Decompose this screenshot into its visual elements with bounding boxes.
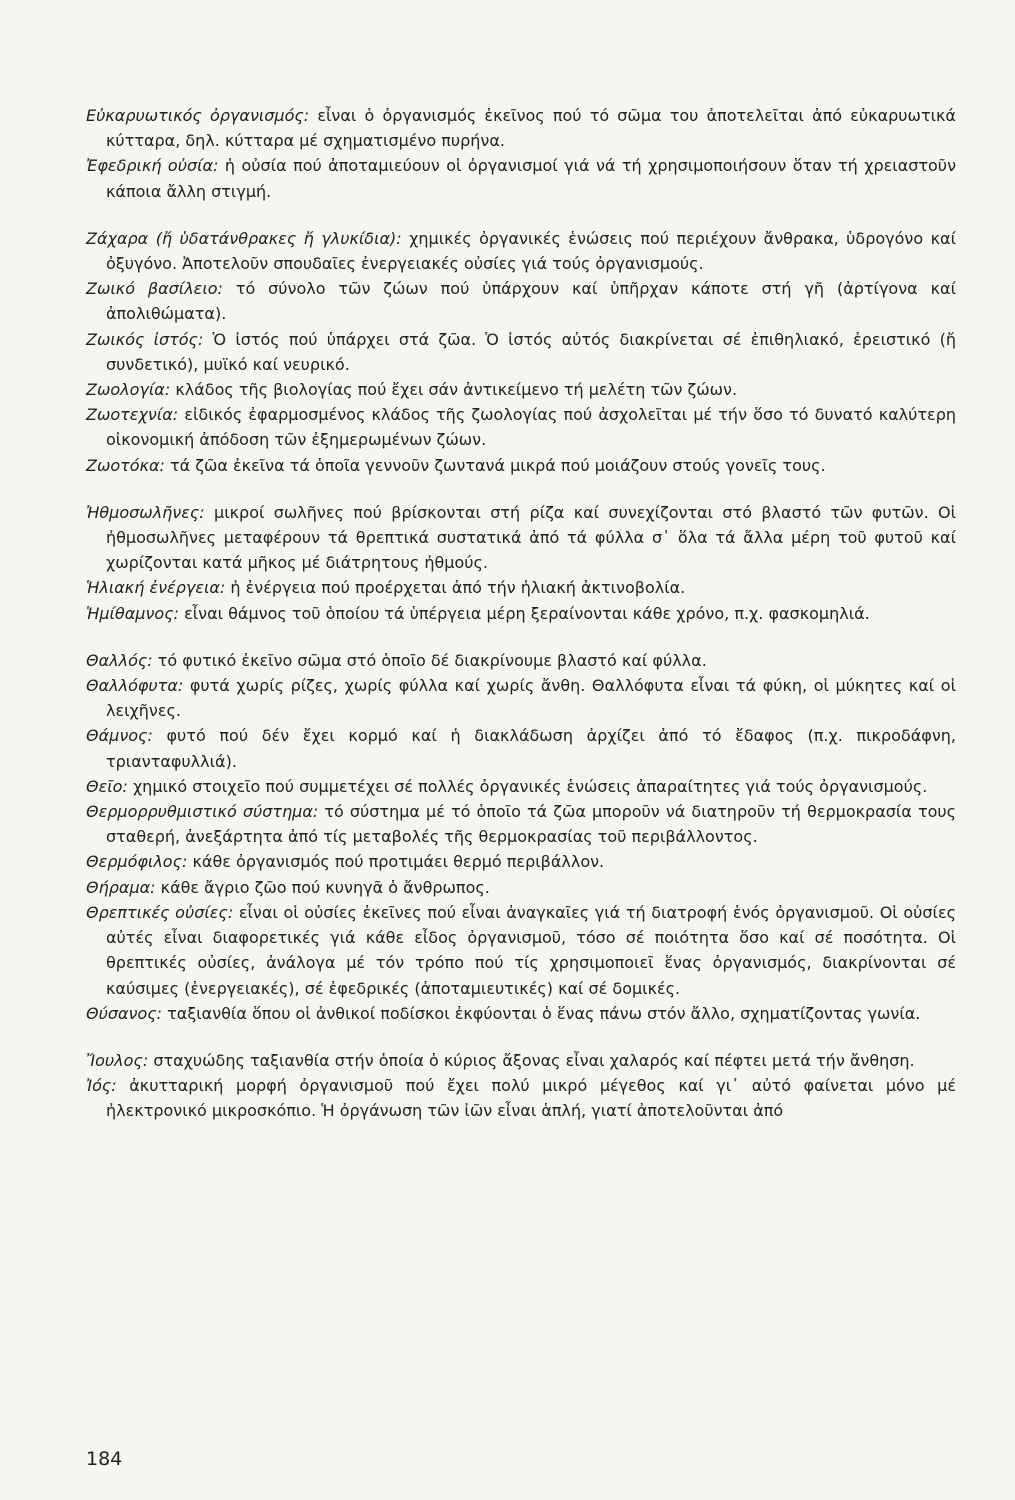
entry-term: Ἡλιακή ἐνέργεια: <box>86 578 226 598</box>
entry-term: Ἡμίθαμνος: <box>86 603 179 623</box>
entry-term: Ζάχαρα (ἤ ὑδατάνθρακες ἤ γλυκίδια): <box>86 228 402 248</box>
entry-term: Ἠθμοσωλῆνες: <box>86 502 205 522</box>
entry-term: Θαλλός: <box>86 650 153 670</box>
glossary-entry <box>86 1001 956 1026</box>
entry-term: Ζωικό βασίλειο: <box>86 279 223 299</box>
glossary-entry <box>86 799 956 849</box>
glossary-entry <box>86 575 956 600</box>
entry-term: Ἴουλος: <box>86 1050 149 1070</box>
section-gap <box>86 1026 956 1048</box>
entry-definition: τό σύνολο τῶν ζώων πού ὑπάρχουν καί ὑπῆρχαν κάποτε στή γῆ (ἀρτίγονα καί ἀπολιθώματα). <box>106 279 956 324</box>
entry-definition: Ὁ ἰστός πού ὑπάρχει στά ζῶα. Ὁ ἰστός αὐτός διακρίνεται σέ ἐπιθηλιακό, ἐρειστικό (ἤ συνδετικό), μυϊκό καί νευρικό. <box>106 329 956 374</box>
glossary-entry <box>86 1073 956 1123</box>
entry-term: Θήραμα: <box>86 877 156 897</box>
glossary-entry <box>86 377 956 402</box>
entry-definition: χημικό στοιχεῖο πού συμμετέχει σέ πολλές ὀργανικές ἑνώσεις ἀπαραίτητες γιά τούς ὀργανισμούς. <box>132 776 928 796</box>
section-gap <box>86 626 956 648</box>
entry-definition: τά ζῶα ἐκεῖνα τά ὁποῖα γεννοῦν ζωντανά μικρά πού μοιάζουν στούς γονεῖς τους. <box>170 455 826 475</box>
glossary-entry <box>86 601 956 626</box>
glossary-page <box>86 103 956 1124</box>
entry-definition: ταξιανθία ὅπου οἱ ἀνθικοί ποδίσκοι ἐκφύονται ὁ ἕνας πάνω στόν ἄλλο, σχηματίζοντας γωνία. <box>167 1003 921 1023</box>
glossary-entry <box>86 103 956 153</box>
entry-term: Ἰός: <box>86 1076 117 1096</box>
entry-definition: εἰδικός ἐφαρμοσμένος κλάδος τῆς ζωολογίας πού ἀσχολεῖται μέ τήν ὅσο τό δυνατό καλύτερη οἰκονομική ἀπόδοση τῶν ἐξημερωμένων ζώων. <box>106 405 956 450</box>
glossary-entry <box>86 226 956 276</box>
entry-definition: κλάδος τῆς βιολογίας πού ἔχει σάν ἀντικείμενο τή μελέτη τῶν ζώων. <box>175 380 738 400</box>
entry-term: Θρεπτικές οὐσίες: <box>86 902 234 922</box>
glossary-entry <box>86 500 956 576</box>
entry-definition: φυτά χωρίς ρίζες, χωρίς φύλλα καί χωρίς ἄνθη. Θαλλόφυτα εἶναι τά φύκη, οἱ μύκητες καί οἱ λειχῆνες. <box>106 676 956 721</box>
entry-term: Θερμορρυθμιστικό σύστημα: <box>86 802 319 822</box>
entry-term: Θεῖο: <box>86 776 128 796</box>
glossary-entry <box>86 723 956 773</box>
glossary-entry <box>86 900 956 1001</box>
entry-term: Εὐκαρυωτικός ὀργανισμός: <box>86 106 310 125</box>
entry-definition: τό φυτικό ἐκεῖνο σῶμα στό ὁποῖο δέ διακρίνουμε βλαστό καί φύλλα. <box>157 650 707 670</box>
glossary-entry <box>86 327 956 377</box>
entry-term: Ζωολογία: <box>86 380 171 400</box>
page-number: 184 <box>86 1448 123 1470</box>
section-gap <box>86 204 956 226</box>
entry-definition: μικροί σωλῆνες πού βρίσκονται στή ρίζα καί συνεχίζονται στό βλαστό τῶν φυτῶν. Οἱ ἠθμοσωλῆνες μεταφέρουν τά θρεπτικά συστατικά ἀπό τά φύλλα σ᾿ ὅλα τά ἄλλα μέρη τοῦ φυτοῦ καί χωρίζονται κατά μῆκος μέ διάτρητους ἠθμούς. <box>106 502 957 573</box>
glossary-entry <box>86 153 956 203</box>
entry-definition: φυτό πού δέν ἔχει κορμό καί ἡ διακλάδωση ἀρχίζει ἀπό τό ἔδαφος (π.χ. πικροδάφνη, τριανταφυλλιά). <box>106 726 956 771</box>
entry-term: Θύσανος: <box>86 1003 163 1023</box>
entry-term: Ζωικός ἰστός: <box>86 329 204 349</box>
entry-term: Ἐφεδρική οὐσία: <box>86 156 219 176</box>
entry-definition: εἶναι οἱ οὐσίες ἐκεῖνες πού εἶναι ἀναγκαῖες γιά τή διατροφή ἑνός ὀργανισμοῦ. Οἱ οὐσίες αὐτές εἶναι διαφορετικές γιά κάθε εἶδος ὀργανισμοῦ, τόσο σέ ποιότητα ὅσο καί σέ ποσότητα. Οἱ θρεπτικές οὐσίες, ἀνάλογα μέ τόν τρόπο πού τίς χρησιμοποιεῖ ἕνας ὀργανισμός, διακρίνονται σέ καύσιμες (ἐνεργειακές), σέ ἐφεδρικές (ἀποταμιευτικές) καί σέ δομικές. <box>106 902 956 998</box>
entry-definition: κάθε ἄγριο ζῶο πού κυνηγᾶ ὁ ἄνθρωπος. <box>160 877 490 897</box>
glossary-entry <box>86 774 956 799</box>
section-gap <box>86 478 956 500</box>
entry-term: Θερμόφιλος: <box>86 852 188 872</box>
entry-definition: εἶναι θάμνος τοῦ ὁποίου τά ὑπέργεια μέρη ξεραίνονται κάθε χρόνο, π.χ. φασκομηλιά. <box>184 603 870 623</box>
entry-term: Ζωοτεχνία: <box>86 405 179 425</box>
entry-definition: κάθε ὀργανισμός πού προτιμάει θερμό περιβάλλον. <box>192 852 605 872</box>
glossary-entry <box>86 402 956 452</box>
glossary-entry <box>86 1048 956 1073</box>
entry-definition: ἀκυτταρική μορφή ὀργανισμοῦ πού ἔχει πολύ μικρό μέγεθος καί γι᾿ αὐτό φαίνεται μόνο μέ ἠλεκτρονικό μικροσκόπιο. Ἡ ὀργάνωση τῶν ἰῶν εἶναι ἁπλή, γιατί ἀποτελοῦνται ἀπό <box>106 1076 956 1121</box>
entry-definition: ἡ ἐνέργεια πού προέρχεται ἀπό τήν ἡλιακή ἀκτινοβολία. <box>230 578 686 598</box>
glossary-entry <box>86 673 956 723</box>
entry-definition: ἡ οὐσία πού ἀποταμιεύουν οἱ ὀργανισμοί γιά νά τή χρησιμοποιήσουν ὅταν τή χρειαστοῦν κάποια ἄλλη στιγμή. <box>106 156 957 201</box>
glossary-entry <box>86 875 956 900</box>
entry-term: Ζωοτόκα: <box>86 455 165 475</box>
entry-definition: τό σύστημα μέ τό ὁποῖο τά ζῶα μποροῦν νά διατηροῦν τή θερμοκρασία τους σταθερή, ἀνεξάρτητα ἀπό τίς μεταβολές τῆς θερμοκρασίας τοῦ περιβάλλοντος. <box>106 802 957 847</box>
entry-definition: σταχυώδης ταξιανθία στήν ὁποία ὁ κύριος ἄξονας εἶναι χαλαρός καί πέφτει μετά τήν ἄνθηση. <box>153 1050 915 1070</box>
glossary-entry <box>86 648 956 673</box>
entry-term: Θαλλόφυτα: <box>86 676 184 696</box>
glossary-entry <box>86 453 956 478</box>
entry-definition: χημικές ὀργανικές ἑνώσεις πού περιέχουν ἄνθρακα, ὑδρογόνο καί ὀξυγόνο. Ἀποτελοῦν σπουδαῖες ἐνεργειακές οὐσίες γιά τούς ὀργανισμούς. <box>106 228 956 274</box>
glossary-entry <box>86 276 956 326</box>
entry-term: Θάμνος: <box>86 726 153 746</box>
entry-definition: εἶναι ὁ ὀργανισμός ἐκεῖνος πού τό σῶμα του ἀποτελεῖται ἀπό εὐκαρυωτικά κύτταρα, δηλ. κύτταρα μέ σχηματισμένο πυρήνα. <box>106 106 956 151</box>
glossary-entry <box>86 849 956 874</box>
